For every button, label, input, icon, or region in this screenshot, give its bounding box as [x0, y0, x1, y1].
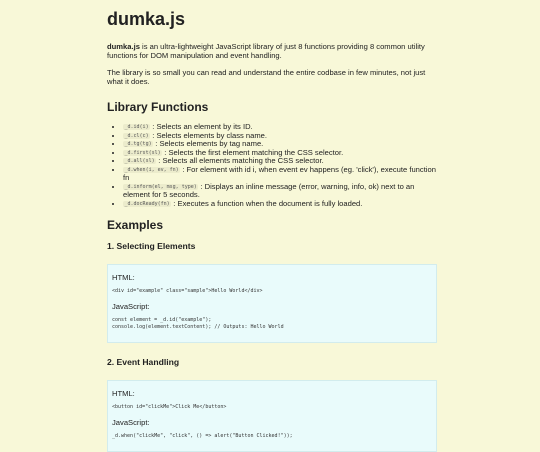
example-html-code: <button id="clickMe">Click Me</button> [112, 404, 227, 410]
function-code: _d.inform(el, msg, type) [124, 183, 197, 190]
function-desc: : Executes a function when the document is fully loaded. [173, 198, 363, 208]
intro-paragraph [107, 42, 437, 60]
example-js-label: JavaScript: [112, 302, 150, 311]
intro-lib-name: dumka.js [107, 42, 140, 51]
example-title: 1. Selecting Elements [107, 241, 196, 251]
main-content [107, 0, 437, 452]
function-code: _d.id(i) [124, 124, 149, 130]
function-desc: : Selects elements by class name. [152, 130, 268, 140]
function-item [123, 200, 437, 209]
function-code: _d.when(i, ev, fn) [124, 166, 179, 173]
function-desc: : Selects all elements matching the CSS selector. [158, 156, 324, 165]
function-desc: : Selects elements by tag name. [155, 139, 264, 148]
function-code: _d.docReady(fn) [124, 200, 170, 207]
function-desc: : Selects an element by its ID. [152, 122, 253, 131]
function-code: _d.cl(c) [124, 132, 149, 139]
page-title: dumka.js [107, 9, 186, 29]
example-code-box [107, 264, 437, 343]
example-html-label: HTML: [112, 273, 135, 282]
function-code: _d.tg(tg) [124, 141, 152, 147]
example-js-code: _d.when("clickMe", "click", () => alert("Button Clicked!")); [112, 433, 293, 439]
example-code-box [107, 380, 437, 452]
examples-heading: Examples [107, 218, 164, 232]
function-desc: : Selects the first element matching the CSS selector. [164, 147, 344, 157]
example-html-label: HTML: [112, 389, 135, 398]
intro-paragraph-2: The library is so small you can read and understand the entire codbase in few minutes, not just what it does. [107, 68, 426, 86]
function-item [123, 166, 437, 183]
function-code: _d.all(sl) [124, 158, 155, 164]
function-desc: : Displays an inline message (error, warning, info, ok) next to an element for 5 seconds. [123, 181, 415, 199]
example-html-code: <div id="example" class="sample">Hello World</div> [112, 288, 263, 294]
function-code: _d.first(sl) [124, 149, 161, 156]
function-desc: : For element with id i, when event ev happens (eg. 'click'), execute function fn [123, 164, 436, 182]
functions-heading: Library Functions [107, 100, 209, 114]
intro-text: is an ultra-lightweight JavaScript library of just 8 functions providing 8 common utility functions for DOM manipulation and event handling. [107, 42, 425, 60]
functions-list [107, 123, 437, 208]
example-js-code: const element = _d.id("example"); console.log(element.textContent); // Outputs: Hello World [112, 317, 284, 330]
function-item [123, 183, 437, 200]
example-js-label: JavaScript: [112, 418, 150, 427]
example-title: 2. Event Handling [107, 357, 180, 367]
